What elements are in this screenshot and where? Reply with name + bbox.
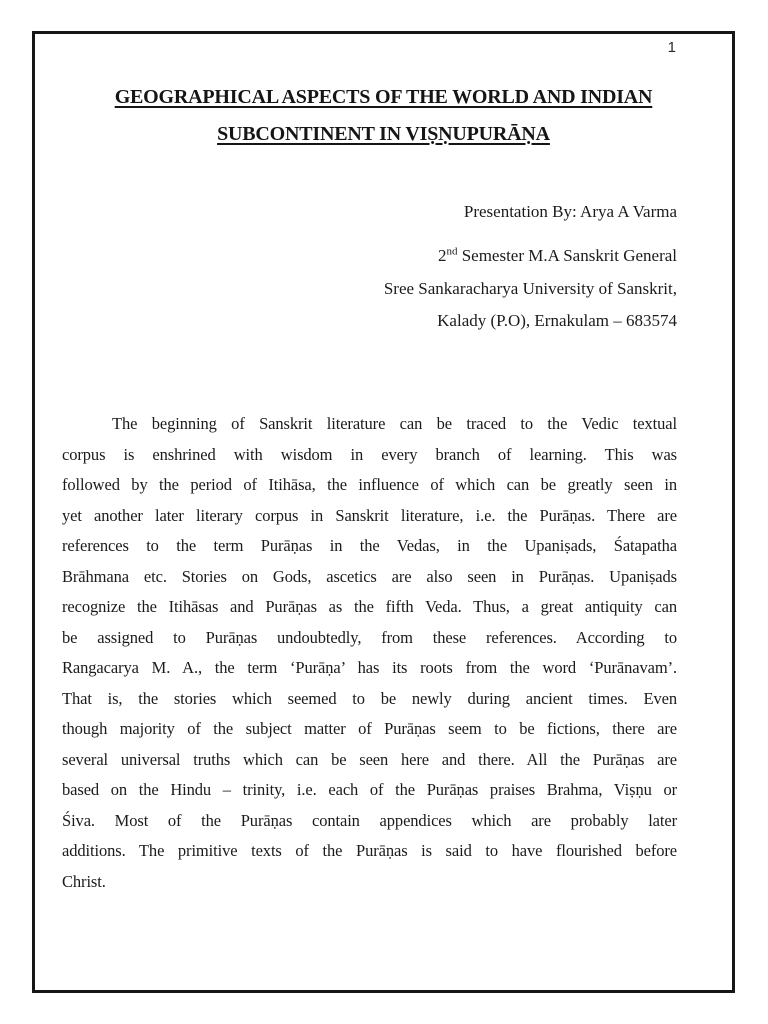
document-title-line-1: GEOGRAPHICAL ASPECTS OF THE WORLD AND INDIAN <box>114 86 653 108</box>
body-text-line: be assigned to Purāṇas undoubtedly, from these references. According to <box>62 627 677 647</box>
body-text-line: though majority of the subject matter of Purāṇas seem to be fictions, there are <box>62 719 677 738</box>
ordinal-superscript: nd <box>446 245 458 258</box>
page-number: 1 <box>667 39 676 56</box>
body-text-line: corpus is enshrined with wisdom in every branch of learning. This was <box>62 444 677 464</box>
body-text-line: based on the Hindu – trinity, i.e. each of the Purāṇas praises Brahma, Viṣṇu or <box>62 780 677 799</box>
body-paragraph <box>62 409 677 897</box>
body-text-line: several universal truths which can be seen here and there. All the Purāṇas are <box>62 749 677 769</box>
body-text-line: Christ. <box>62 871 106 891</box>
body-text-line: Brāhmana etc. Stories on Gods, ascetics are also seen in Purāṇas. Upaniṣads <box>62 566 677 586</box>
body-text-line: Śiva. Most of the Purāṇas contain appendices which are probably later <box>62 810 677 830</box>
document-title-line-2: SUBCONTINENT IN VIṢṆUPURĀṆA <box>217 123 550 145</box>
body-text-line: followed by the period of Itihāsa, the influence of which can be greatly seen in <box>62 475 677 494</box>
presenter-university-line: Sree Sankaracharya University of Sanskrit, <box>383 279 677 298</box>
document-title <box>35 79 732 153</box>
body-text-line: references to the term Purāṇas in the Vedas, in the Upaniṣads, Śatapatha <box>62 536 677 555</box>
body-text-line: Rangacarya M. A., the term ‘Purāṇa’ has its roots from the word ‘Purānavam’. <box>62 658 677 677</box>
body-text-line: additions. The primitive texts of the Purāṇas is said to have flourished before <box>62 841 677 860</box>
presenter-by-line: Presentation By: Arya A Varma <box>463 202 677 221</box>
presenter-address-line: Kalady (P.O), Ernakulam – 683574 <box>437 311 677 330</box>
document-page <box>32 31 735 993</box>
presenter-semester-line: 2nd Semester M.A Sanskrit General <box>437 245 677 265</box>
body-text-line: yet another later literary corpus in Sanskrit literature, i.e. the Purāṇas. There are <box>62 505 677 525</box>
body-text-line: The beginning of Sanskrit literature can be traced to the Vedic textual <box>112 414 677 433</box>
body-text-line: That is, the stories which seemed to be newly during ancient times. Even <box>62 688 677 708</box>
body-text-line: recognize the Itihāsas and Purāṇas as the fifth Veda. Thus, a great antiquity can <box>62 597 677 616</box>
